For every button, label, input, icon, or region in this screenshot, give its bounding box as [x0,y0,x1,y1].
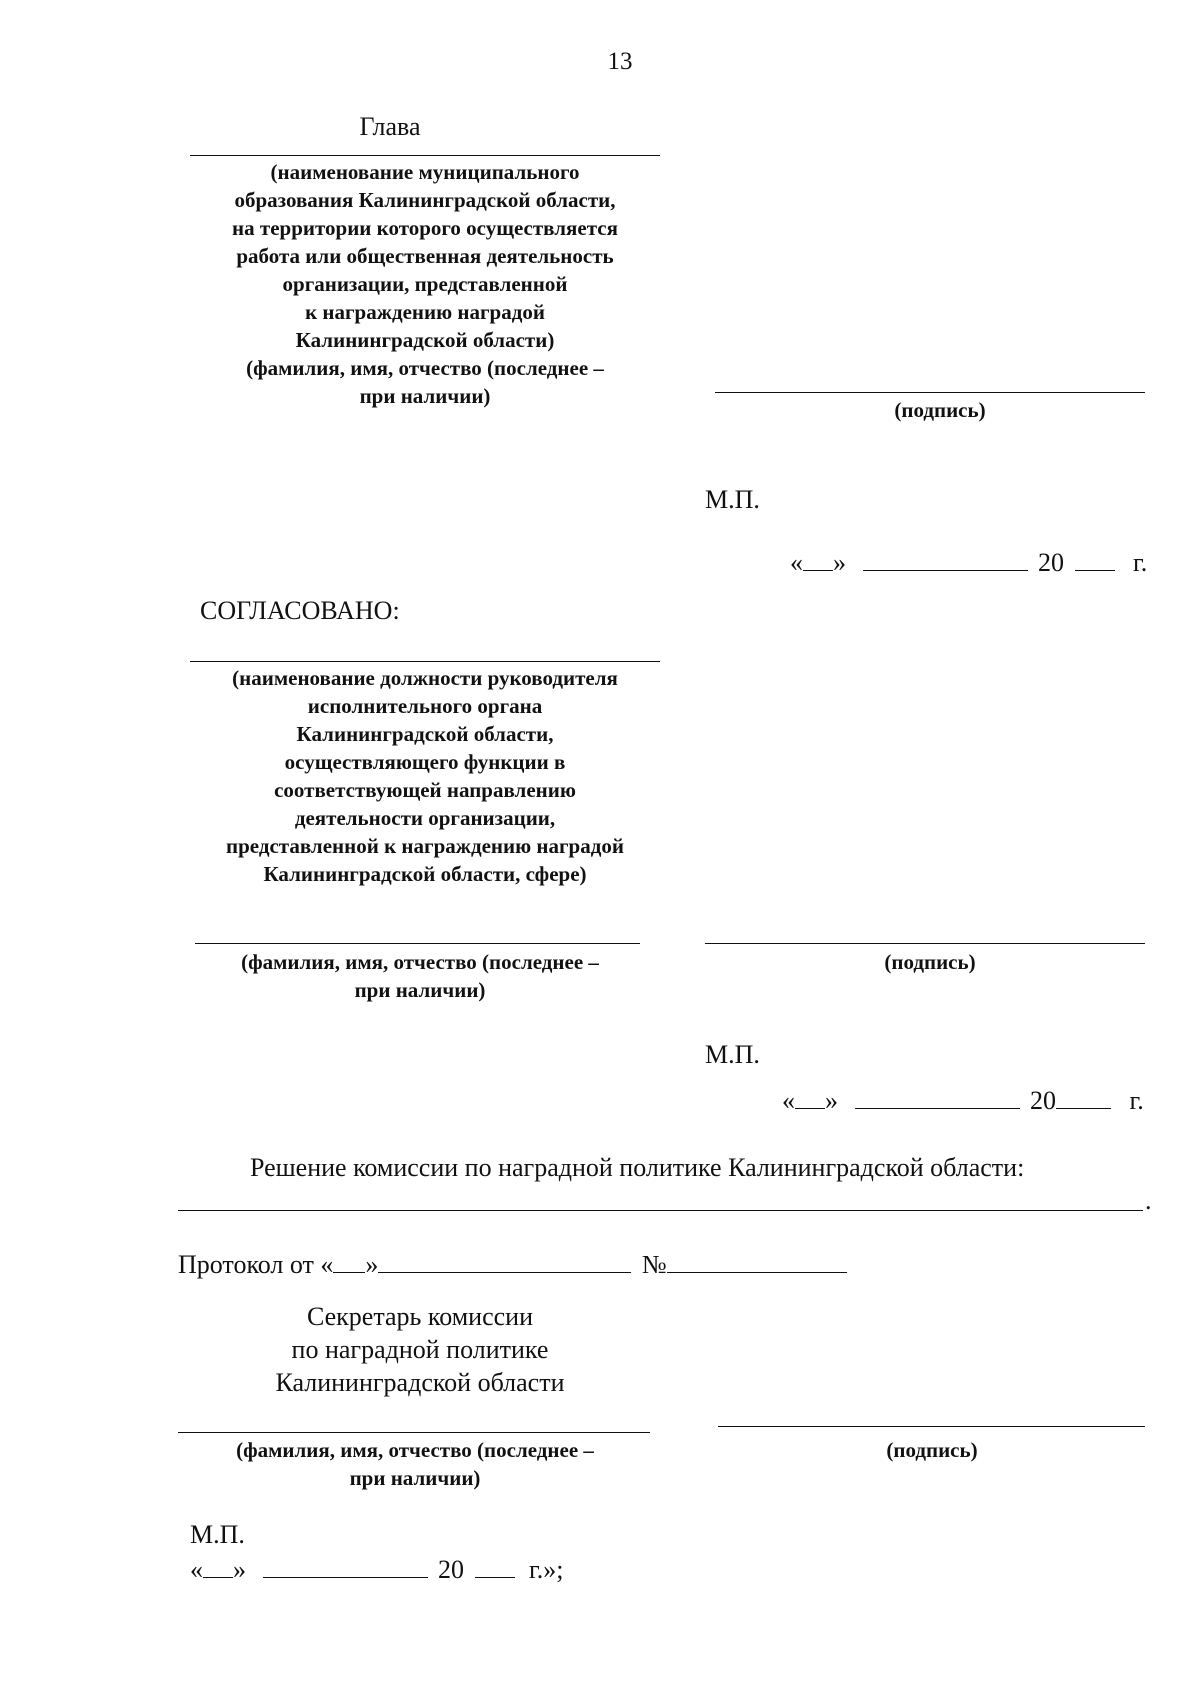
agreed-stamp: М.П. [705,1040,760,1069]
commission-date-day-blank [203,1555,233,1578]
agreed-signature-line [705,943,1145,944]
commission-decision-end: . [1145,1186,1152,1215]
agreed-position-line [190,661,660,662]
head-org-note-line: организации, представленной [282,272,568,296]
page-number: 13 [607,48,633,75]
agreed-position-note-line: Калининградской области, [296,722,554,746]
agreed-date: « » 20 г. [782,1086,1144,1115]
head-org-note-line: работа или общественная деятельность [236,244,614,268]
agreed-fio-line [195,943,640,944]
agreed-date-day-blank [795,1086,825,1109]
head-org-note-line: на территории которого осуществляется [232,216,618,240]
agreed-title: СОГЛАСОВАНО: [200,596,400,625]
head-title: Глава [359,112,421,141]
commission-decision-label: Решение комиссии по наградной политике Калининградской области: [250,1153,1025,1182]
agreed-date-month-blank [855,1086,1020,1109]
agreed-position-note-line: соответствующей направлению [274,778,576,802]
protocol-date-blank [378,1250,631,1273]
protocol-row: Протокол от « » № [178,1250,847,1280]
agreed-signature-note: (подпись) [884,950,976,974]
secretary-fio-line [178,1432,650,1433]
agreed-position-note-line: Калининградской области, сфере) [263,862,587,886]
secretary-signature-note: (подпись) [886,1438,978,1462]
head-date-year-blank [1075,548,1115,571]
head-org-note [180,158,670,410]
head-org-note-line: образования Калининградской области, [234,188,616,212]
commission-date-month-blank [263,1555,428,1578]
secretary-title: Секретарь комиссии по наградной политике Калининградской области [275,1302,565,1397]
agreed-position-note-line: осуществляющего функции в [284,750,566,774]
secretary-signature-line [718,1426,1145,1427]
head-org-note-line: (наименование муниципального [270,160,580,184]
commission-stamp: М.П. [190,1520,245,1549]
secretary-fio-note: (фамилия, имя, отчество (последнее – при наличии) [236,1438,594,1490]
commission-date-year-blank [475,1555,515,1578]
head-date-day-blank [803,548,833,571]
head-stamp: М.П. [705,485,760,514]
protocol-number-blank [667,1250,847,1273]
commission-decision-line [178,1210,1143,1211]
head-signature-line [715,392,1145,393]
agreed-fio-note: (фамилия, имя, отчество (последнее – при наличии) [241,950,599,1002]
head-org-note-line: к награждению наградой [305,300,545,324]
commission-date: « » 20 г.»; [190,1555,564,1584]
head-org-line [190,155,660,156]
agreed-position-note-line: (наименование должности руководителя [232,666,618,690]
agreed-position-note-line: деятельности организации, [294,806,556,830]
agreed-position-note [180,664,670,888]
head-signature-note: (подпись) [894,398,986,422]
head-date: « » 20 г. [790,548,1148,577]
agreed-date-year-blank [1056,1086,1111,1109]
agreed-position-note-line: исполнительного органа [307,694,543,718]
protocol-number-label: № [641,1250,667,1279]
protocol-label: Протокол от « [178,1250,334,1279]
head-date-month-blank [863,548,1028,571]
head-org-note-line: Калининградской области) [295,328,555,352]
head-fio-note-line: при наличии) [359,384,491,408]
protocol-day-blank [333,1250,365,1273]
head-fio-note-line: (фамилия, имя, отчество (последнее – [246,356,604,380]
agreed-position-note-line: представленной к награждению наградой [226,834,624,858]
